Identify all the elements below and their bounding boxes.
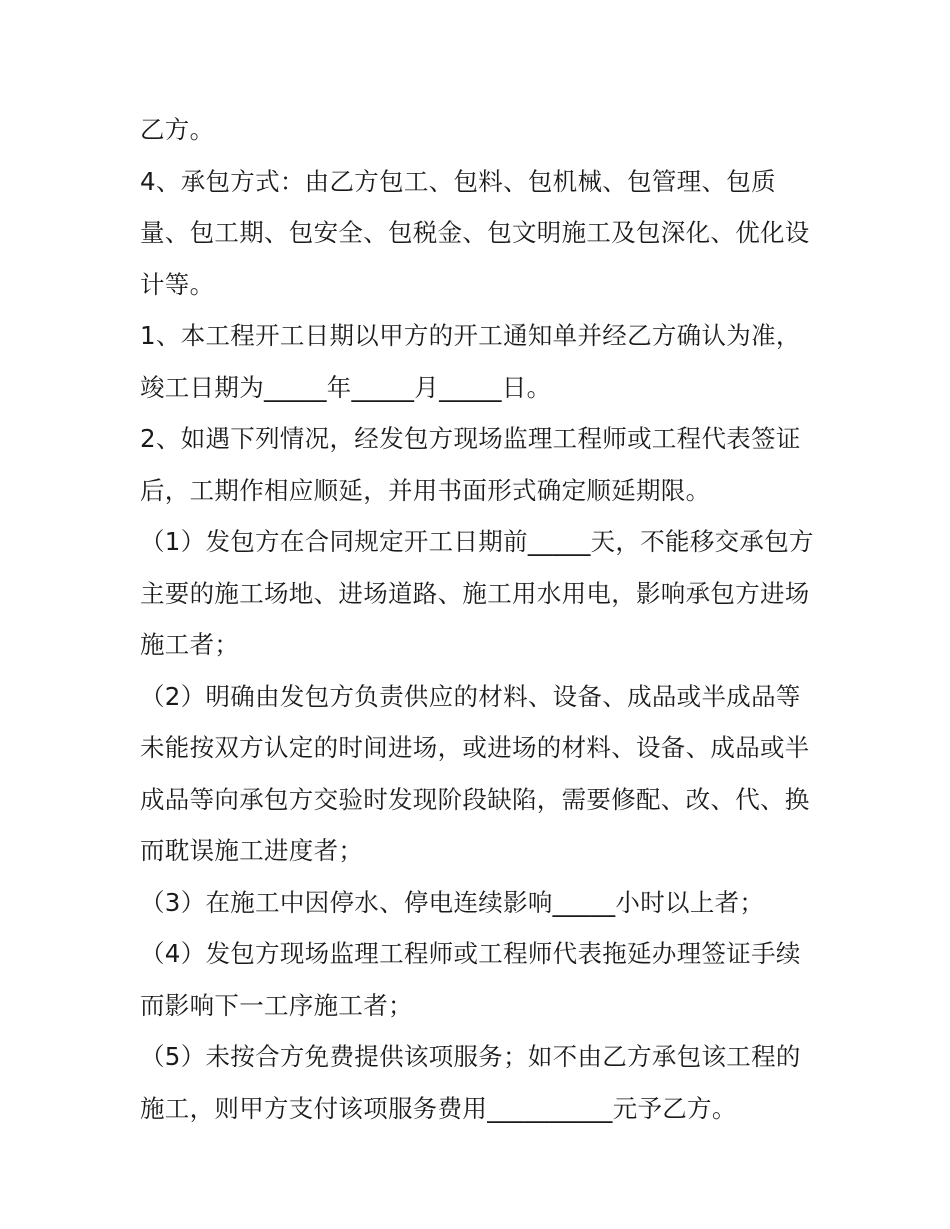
text-line: 未能按双方认定的时间进场，或进场的材料、设备、成品或半 <box>140 733 810 762</box>
text-line: 乙方。 <box>140 115 215 144</box>
contract-text <box>140 104 820 1134</box>
text-line: 而耽误施工进度者； <box>140 836 364 865</box>
text-line: （4）发包方现场监理工程师或工程师代表拖延办理签证手续 <box>140 939 801 968</box>
text-line: 2、如遇下列情况，经发包方现场监理工程师或工程代表签证 <box>140 424 801 453</box>
text-line: 4、承包方式：由乙方包工、包料、包机械、包管理、包质 <box>140 166 776 196</box>
text-line: 计等。 <box>140 269 215 299</box>
text-line: 施工，则甲方支付该项服务费用__________元予乙方。 <box>140 1093 737 1123</box>
text-line: （3）在施工中因停水、停电连续影响_____小时以上者； <box>140 887 765 917</box>
text-line: 而影响下一工序施工者； <box>140 990 413 1020</box>
text-line: 施工者； <box>140 630 240 659</box>
text-line: （1）发包方在合同规定开工日期前_____天，不能移交承包方 <box>140 527 814 556</box>
text-line: （5）未按合方免费提供该项服务；如不由乙方承包该工程的 <box>140 1042 801 1071</box>
text-line: 主要的施工场地、进场道路、施工用水用电，影响承包方进场 <box>140 578 810 608</box>
text-line: 后，工期作相应顺延，并用书面形式确定顺延期限。 <box>140 475 711 505</box>
text-line: 量、包工期、包安全、包税金、包文明施工及包深化、优化设 <box>140 218 810 247</box>
text-line: 竣工日期为_____年_____月_____日。 <box>140 372 552 402</box>
text-line: （2）明确由发包方负责供应的材料、设备、成品或半成品等 <box>140 681 801 711</box>
text-line: 成品等向承包方交验时发现阶段缺陷，需要修配、改、代、换 <box>140 784 810 814</box>
text-line: 1、本工程开工日期以甲方的开工通知单并经乙方确认为准， <box>140 321 801 350</box>
